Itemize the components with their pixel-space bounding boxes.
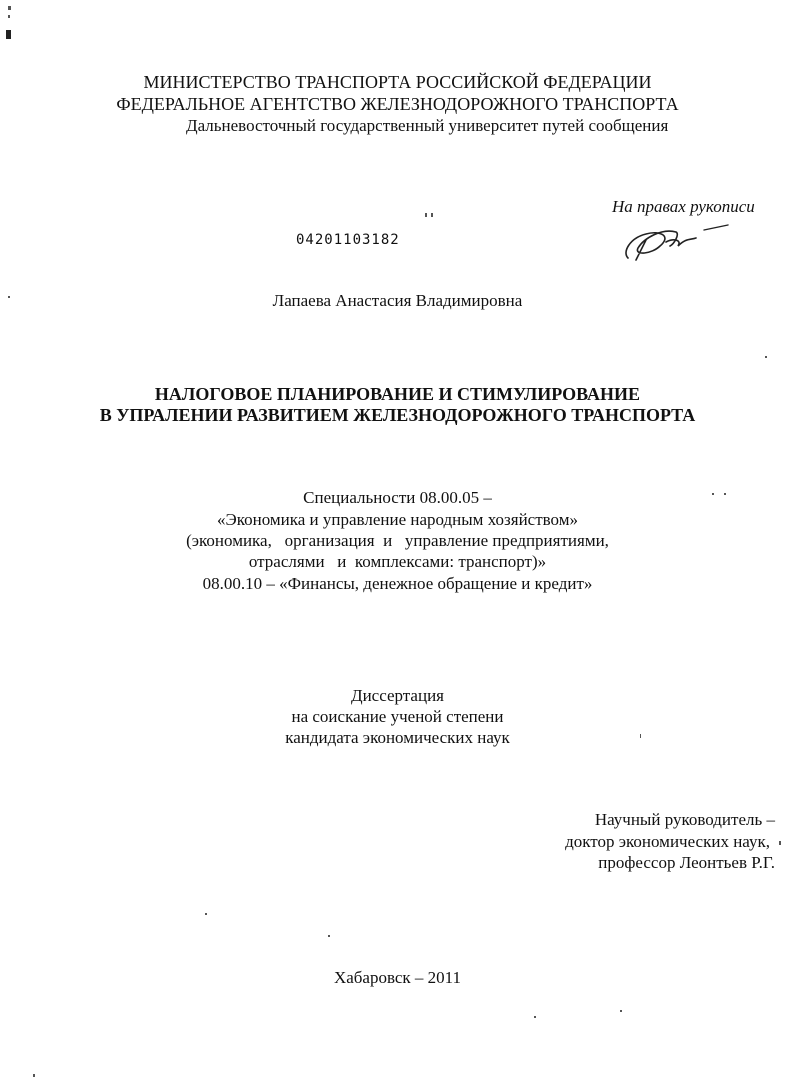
scan-speck	[8, 15, 10, 18]
degree-line-2: на соискание ученой степени	[291, 707, 504, 726]
scan-speck	[328, 935, 330, 937]
specialty-line-5: 08.00.10 – «Финансы, денежное обращение и кредит»	[202, 574, 593, 593]
scan-speck	[8, 296, 10, 298]
scan-speck	[33, 1074, 35, 1077]
scan-speck	[765, 356, 767, 358]
scan-speck	[205, 913, 207, 915]
catalog-number: 04201103182	[296, 232, 400, 248]
scan-speck	[6, 30, 11, 39]
signature-image	[616, 216, 736, 266]
degree-line-3: кандидата экономических наук	[285, 728, 510, 747]
degree-line-1: Диссертация	[350, 686, 444, 705]
specialty-heading: Специальности 08.00.05 –	[303, 488, 492, 507]
manuscript-note: На правах рукописи	[612, 197, 755, 216]
scan-speck	[640, 734, 641, 738]
scan-speck	[431, 213, 433, 217]
scan-speck	[425, 213, 427, 217]
university-name: Дальневосточный государственный университет путей сообщения	[186, 116, 669, 135]
city-year: Хабаровск – 2011	[333, 968, 462, 987]
author-name: Лапаева Анастасия Владимировна	[272, 291, 523, 310]
dissertation-title-line-2: В УПРАЛЕНИИ РАЗВИТИЕМ ЖЕЛЕЗНОДОРОЖНОГО ТРАНСПОРТА	[99, 405, 696, 425]
scan-speck	[534, 1016, 536, 1018]
specialty-line-4: отраслями и комплексами: транспорт)»	[248, 552, 547, 571]
agency-heading: ФЕДЕРАЛЬНОЕ АГЕНТСТВО ЖЕЛЕЗНОДОРОЖНОГО ТРАНСПОРТА	[116, 94, 679, 114]
ministry-heading: МИНИСТЕРСТВО ТРАНСПОРТА РОССИЙСКОЙ ФЕДЕРАЦИИ	[143, 72, 652, 92]
supervisor-line-2: доктор экономических наук,	[565, 832, 770, 851]
dissertation-title-line-1: НАЛОГОВОЕ ПЛАНИРОВАНИЕ И СТИМУЛИРОВАНИЕ	[154, 384, 641, 404]
supervisor-line-3: профессор Леонтьев Р.Г.	[598, 853, 775, 872]
scan-speck	[724, 493, 726, 495]
scan-speck	[620, 1010, 622, 1012]
supervisor-line-1: Научный руководитель –	[594, 810, 775, 829]
specialty-line-3: (экономика, организация и управление предприятиями,	[186, 531, 609, 550]
scan-speck	[8, 6, 11, 10]
scan-speck	[712, 493, 714, 495]
specialty-line-2: «Экономика и управление народным хозяйством»	[217, 510, 578, 529]
scan-speck	[779, 841, 781, 845]
